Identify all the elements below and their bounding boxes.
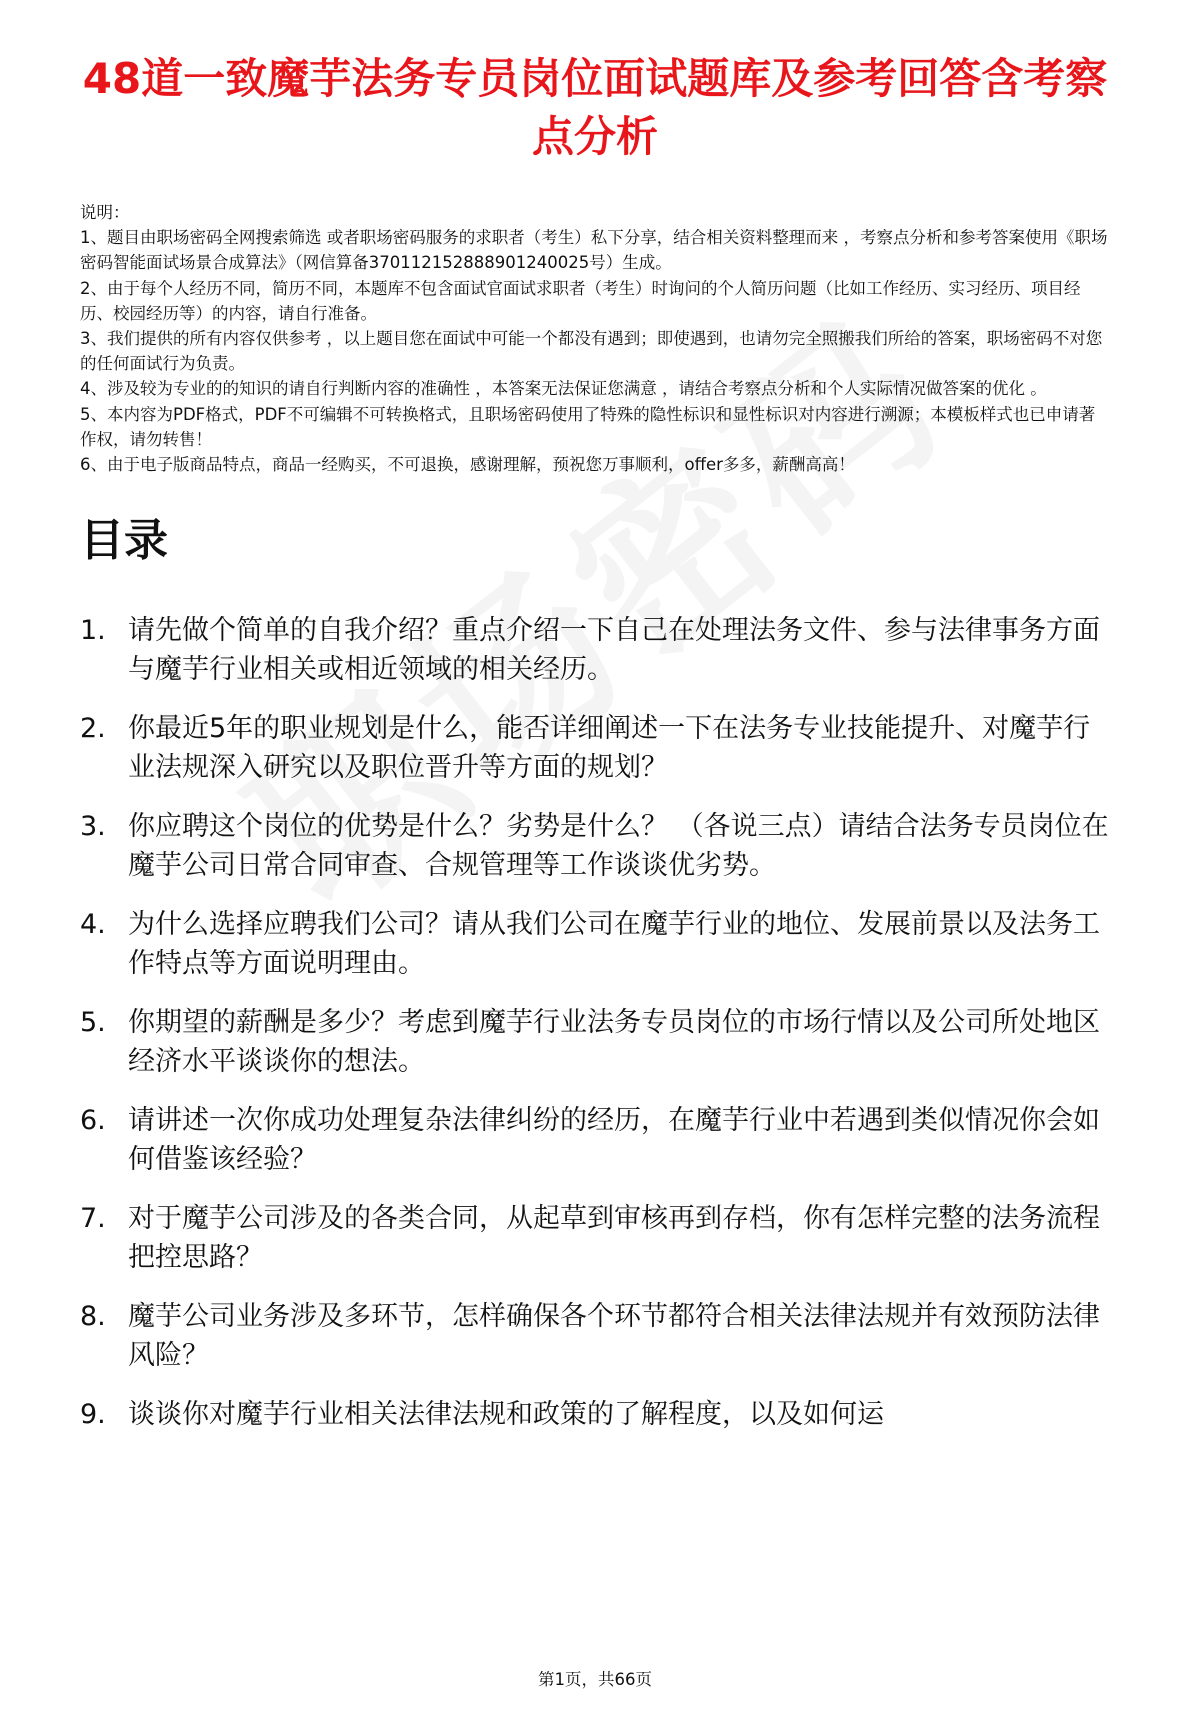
toc-item[interactable] (80, 807, 1110, 885)
toc-item[interactable] (80, 1003, 1110, 1081)
toc-item-number: 2. (80, 713, 106, 745)
note-item: 1、题目由职场密码全网搜索筛选 或者职场密码服务的求职者（考生）私下分享，结合相关资料整理而来 ，考察点分析和参考答案使用《职场密码智能面试场景合成算法》（网信算备370112152888901240025号）生成。 (80, 228, 1108, 273)
toc-item[interactable] (80, 1199, 1110, 1277)
toc-item-number: 4. (80, 909, 106, 941)
toc-item[interactable] (80, 611, 1110, 689)
toc-item-text: 对于魔芋公司涉及的各类合同，从起草到审核再到存档，你有怎样完整的法务流程把控思路？ (128, 1203, 1100, 1274)
toc-item-number: 6. (80, 1105, 106, 1137)
toc-item-number: 9. (80, 1399, 106, 1431)
toc-heading: 目录 (80, 515, 168, 567)
note-item: 2、由于每个人经历不同，简历不同，本题库不包含面试官面试求职者（考生）时询问的个人简历问题（比如工作经历、实习经历、项目经历、校园经历等）的内容，请自行准备。 (80, 278, 1081, 323)
toc-item-number: 3. (80, 811, 106, 843)
toc-item-number: 1. (80, 615, 106, 647)
toc-item-text: 为什么选择应聘我们公司？请从我们公司在魔芋行业的地位、发展前景以及法务工作特点等方面说明理由。 (128, 909, 1100, 980)
toc-item-number: 8. (80, 1301, 106, 1333)
toc-list (80, 611, 1110, 1434)
toc-item-text: 你应聘这个岗位的优势是什么？劣势是什么？ （各说三点）请结合法务专员岗位在魔芋公司日常合同审查、合规管理等工作谈谈优劣势。 (128, 811, 1109, 882)
toc-item-text: 你最近5年的职业规划是什么，能否详细阐述一下在法务专业技能提升、对魔芋行业法规深入研究以及职位晋升等方面的规划？ (128, 713, 1091, 784)
toc-item-number: 7. (80, 1203, 106, 1235)
toc-item-number: 5. (80, 1007, 106, 1039)
note-item: 4、涉及较为专业的的知识的请自行判断内容的准确性 ，本答案无法保证您满意 ，请结合考察点分析和个人实际情况做答案的优化 。 (80, 379, 1047, 399)
toc-item[interactable] (80, 1297, 1110, 1375)
toc-item[interactable] (80, 1395, 1110, 1434)
toc-item-text: 你期望的薪酬是多少？考虑到魔芋行业法务专员岗位的市场行情以及公司所处地区经济水平谈谈你的想法。 (128, 1007, 1100, 1078)
page-title: 48道一致魔芋法务专员岗位面试题库及参考回答含考察点分析 (82, 54, 1108, 161)
toc-item-text: 魔芋公司业务涉及多环节，怎样确保各个环节都符合相关法律法规并有效预防法律风险？ (128, 1301, 1100, 1372)
toc-item-text: 请讲述一次你成功处理复杂法律纠纷的经历，在魔芋行业中若遇到类似情况你会如何借鉴该经验？ (128, 1105, 1100, 1176)
notes-heading: 说明： (80, 203, 130, 222)
note-item: 3、我们提供的所有内容仅供参考 ，以上题目您在面试中可能一个都没有遇到；即使遇到，也请勿完全照搬我们所给的答案，职场密码不对您的任何面试行为负责。 (80, 329, 1103, 374)
toc-item[interactable] (80, 905, 1110, 983)
toc-item-text: 谈谈你对魔芋行业相关法律法规和政策的了解程度，以及如何运 (128, 1399, 884, 1431)
document-page (0, 50, 1190, 1734)
toc-item[interactable] (80, 1101, 1110, 1179)
page-footer: 第1页，共66页 (538, 1670, 652, 1689)
toc-item[interactable] (80, 709, 1110, 787)
note-item: 5、本内容为PDF格式，PDF不可编辑不可转换格式，且职场密码使用了特殊的隐性标识和显性标识对内容进行溯源；本模板样式也已申请著作权，请勿转售！ (80, 404, 1096, 449)
notes-section (80, 200, 1110, 477)
toc-item-text: 请先做个简单的自我介绍？重点介绍一下自己在处理法务文件、参与法律事务方面与魔芋行业相关或相近领域的相关经历。 (128, 615, 1100, 686)
note-item: 6、由于电子版商品特点，商品一经购买，不可退换，感谢理解，预祝您万事顺利，offer多多，薪酬高高！ (80, 455, 855, 475)
